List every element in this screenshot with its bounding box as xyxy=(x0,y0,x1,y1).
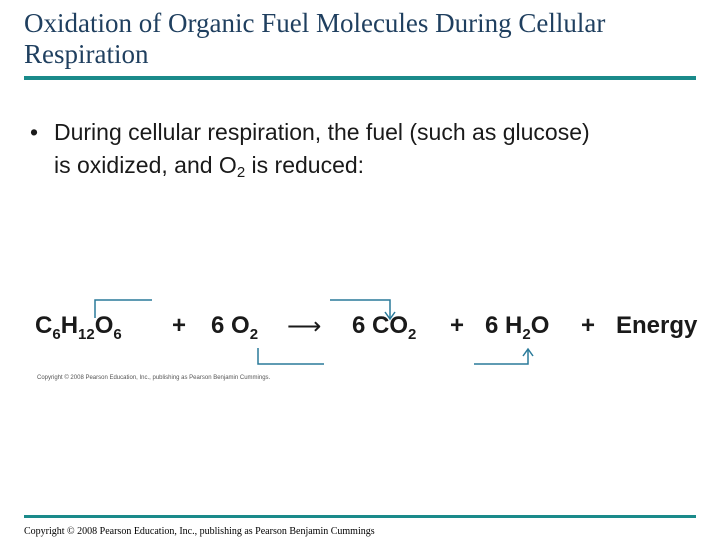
oxygen-formula: 6 $O_2$ xyxy=(211,312,259,343)
bullet-line-2-subscript: 2 xyxy=(236,164,246,181)
glucose-formula: $C_6H_{12}O_6$ xyxy=(35,312,122,343)
bullet-line-1: During cellular respiration, the fuel (such as glucose) xyxy=(54,119,590,145)
plus-sign: + xyxy=(450,312,465,339)
bullet-line-2-prefix: is oxidized, and O xyxy=(54,152,237,178)
yields-arrow: ⟶ xyxy=(287,313,322,340)
footer-divider xyxy=(24,515,696,518)
plus-sign: + xyxy=(172,312,187,339)
oxygen-reduction-bracket xyxy=(258,348,324,364)
electron-to-water-arrow xyxy=(474,350,528,364)
title-divider xyxy=(24,76,696,80)
bullet-marker: • xyxy=(30,119,39,145)
water-arrowhead xyxy=(523,349,533,356)
bullet-text xyxy=(54,116,714,189)
plus-sign: + xyxy=(581,312,596,339)
slide-title: Oxidation of Organic Fuel Molecules During Cellular Respiration xyxy=(24,8,606,69)
footer-copyright: Copyright © 2008 Pearson Education, Inc., publishing as Pearson Benjamin Cummings xyxy=(24,526,375,537)
figure-credit: Copyright © 2008 Pearson Education, Inc., publishing as Pearson Benjamin Cummings. xyxy=(37,375,271,381)
energy-label: Energy xyxy=(616,312,698,339)
water-formula: 6 $H_2O$ xyxy=(485,312,550,343)
carbon-dioxide-formula: 6 $CO_2$ xyxy=(352,312,417,343)
bullet-line-2-suffix: is reduced: xyxy=(245,152,365,178)
